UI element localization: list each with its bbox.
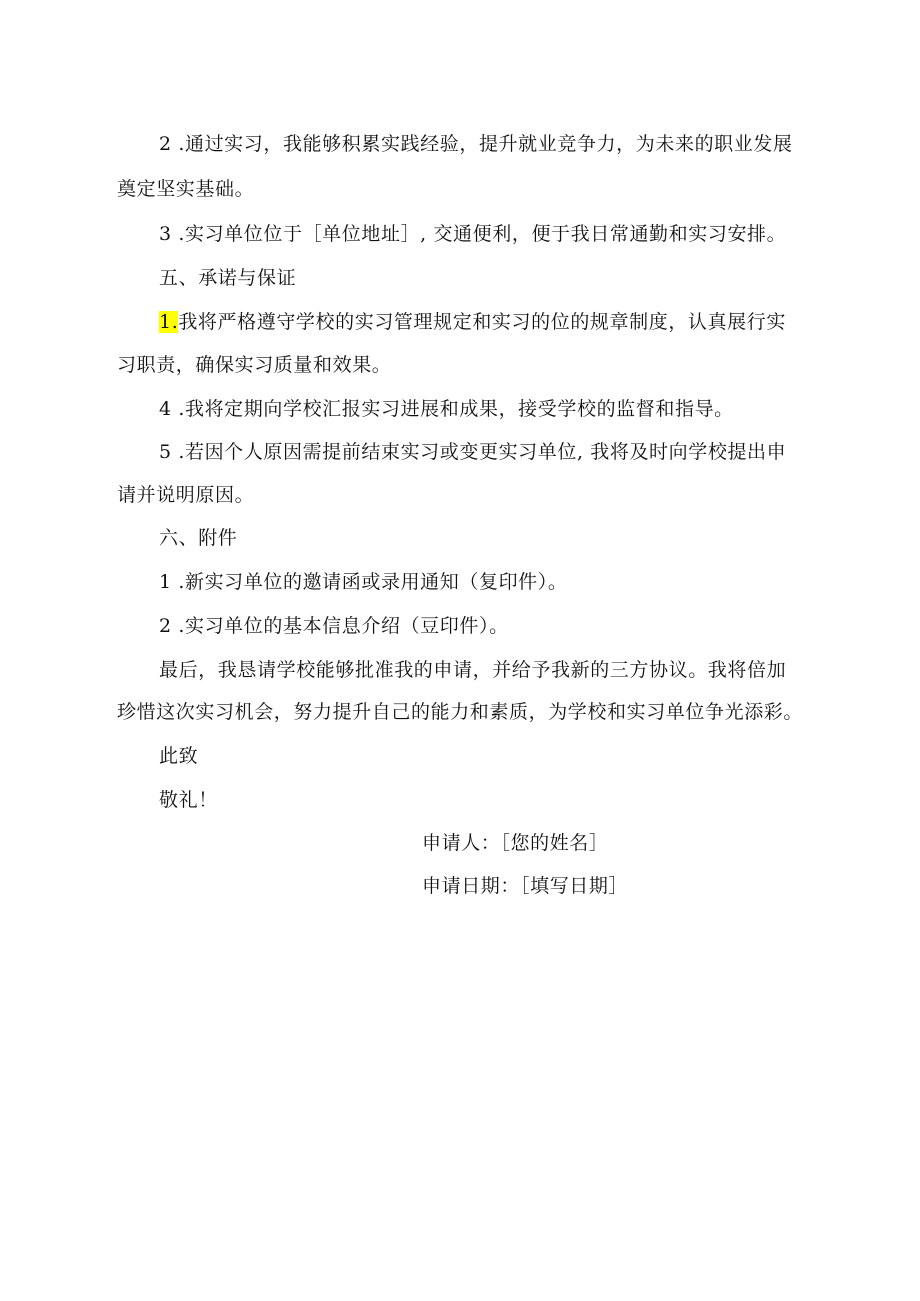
promise-4-line: 4 .我将定期向学校汇报实习进展和成果，接受学校的监督和指导。 [159, 398, 734, 420]
salutation-line-1: 此致 [159, 745, 199, 767]
promise-1-text: 我将严格遵守学校的实习管理规定和实习的位的规章制度，认真展行实 [178, 311, 786, 333]
promise-1-line-2: 习职责，确保实习质量和效果。 [117, 354, 392, 376]
section-6-heading: 六、附件 [159, 527, 238, 549]
attachment-2-line: 2 .实习单位的基本信息介绍（豆印件）。 [159, 615, 509, 637]
promise-1-line-1 [117, 310, 849, 334]
attachment-1-line: 1 .新实习单位的邀请函或录用通知（复印件）。 [159, 571, 568, 593]
highlighted-number: 1. [159, 311, 179, 333]
item-3-line: 3 .实习单位位于［单位地址］, 交通便利，便于我日常通勤和实习安排。 [159, 223, 787, 245]
item-2-line-2: 奠定坚实基础。 [117, 178, 255, 200]
application-date: 申请日期：［填写日期］ [422, 875, 629, 897]
salutation-line-2: 敬礼！ [159, 789, 218, 811]
closing-line-1: 最后，我恳请学校能够批准我的申请，并给予我新的三方协议。我将倍加 [159, 659, 787, 681]
section-5-heading: 五、承诺与保证 [159, 267, 297, 289]
promise-5-line-2: 请并说明原因。 [117, 484, 255, 506]
promise-5-line-1: 5 .若因个人原因需提前结束实习或变更实习单位, 我将及时向学校提出申 [159, 441, 787, 463]
item-2-line-1: 2 .通过实习，我能够积累实践经验，提升就业竞争力，为未来的职业发展 [159, 133, 793, 155]
applicant-signature: 申请人：［您的姓名］ [422, 832, 609, 854]
closing-line-2: 珍惜这次实习机会，努力提升自己的能力和素质，为学校和实习单位争光添彩。 [117, 701, 804, 723]
